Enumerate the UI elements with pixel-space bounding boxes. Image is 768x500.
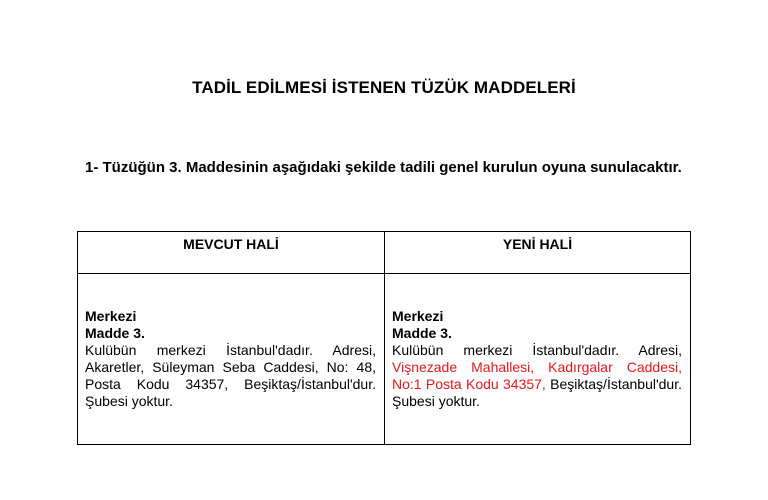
current-body: Kulübün merkezi İstanbul'dadır. Adresi, Akaretler, Süleyman Seba Caddesi, No: 48, Posta Kodu 34357, Beşiktaş/İstanbul'dur. Şubesi yoktur. [85,342,376,409]
new-heading: Merkezi [392,308,444,324]
comparison-table [77,231,691,445]
current-cell [78,274,385,445]
table-row [78,274,691,445]
new-body-changed: Vişnezade Mahallesi, Kadırgalar Caddesi, No:1 Posta Kodu 34357, [392,359,682,392]
header-new: YENİ HALİ [385,232,691,274]
new-cell [385,274,691,445]
new-body [392,342,682,410]
document-title: TADİL EDİLMESİ İSTENEN TÜZÜK MADDELERİ [192,78,576,97]
intro-paragraph: 1- Tüzüğün 3. Maddesinin aşağıdaki şekilde tadili genel kurulun oyuna sunulacaktır. [85,159,682,176]
current-content [78,274,384,410]
new-content [385,274,690,410]
current-article: Madde 3. [85,325,145,341]
table-header-row [78,232,691,274]
new-body-start: Kulübün merkezi İstanbul'dadır. Adresi, [392,342,682,358]
new-body-end: Beşiktaş/İstanbul'dur. Şubesi yoktur. [392,376,682,409]
current-heading: Merkezi [85,308,137,324]
new-article: Madde 3. [392,325,452,341]
header-current: MEVCUT HALİ [78,232,385,274]
